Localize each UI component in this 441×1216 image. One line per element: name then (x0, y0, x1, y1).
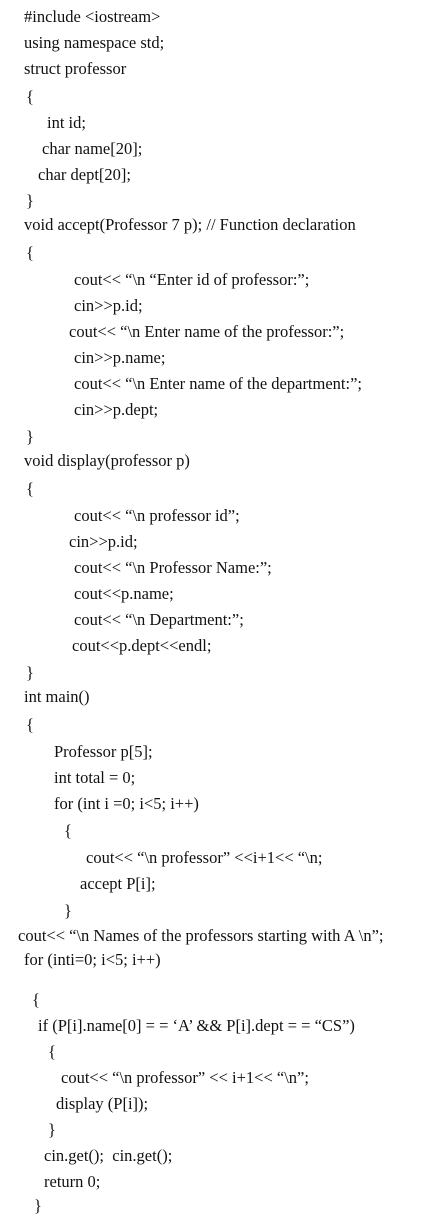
code-line: void display(professor p) (24, 451, 190, 470)
code-line: cin>>p.id; (69, 532, 138, 551)
code-line: cout<< “\n professor id”; (74, 506, 240, 525)
code-line: int total = 0; (54, 768, 136, 787)
code-line: if (P[i].name[0] = = ‘A’ && P[i].dept = = “CS”) (38, 1016, 355, 1035)
code-line: { (26, 87, 34, 106)
code-line: { (26, 479, 34, 498)
code-line: { (32, 990, 40, 1009)
code-line: { (48, 1042, 56, 1061)
code-line: } (26, 663, 34, 682)
code-line: } (26, 427, 34, 446)
code-line: cout<< “\n Enter name of the department:”; (74, 374, 363, 393)
code-line: cout<< “\n professor” <<i+1<< “\n; (86, 848, 323, 867)
code-line: cin>>p.dept; (74, 400, 159, 419)
code-line: cout<< “\n Names of the professors starting with A \n”; (18, 926, 384, 945)
code-line: return 0; (44, 1172, 101, 1191)
code-line: cin>>p.id; (74, 296, 143, 315)
code-line: int id; (47, 113, 86, 132)
code-line: #include <iostream> (24, 7, 161, 26)
code-line: } (48, 1120, 56, 1139)
code-line: for (int i =0; i<5; i++) (54, 794, 199, 813)
code-line: for (inti=0; i<5; i++) (24, 950, 161, 969)
code-line: cout<< “\n “Enter id of professor:”; (74, 270, 310, 289)
code-line: void accept(Professor 7 p); // Function declaration (24, 215, 356, 234)
code-line: cout<< “\n Department:”; (74, 610, 244, 629)
code-line: char name[20]; (42, 139, 143, 158)
code-line: Professor p[5]; (54, 742, 153, 761)
code-line: display (P[i]); (56, 1094, 149, 1113)
code-line: cout<<p.name; (74, 584, 174, 603)
code-line: cin.get(); cin.get(); (44, 1146, 173, 1165)
code-line: } (64, 901, 72, 920)
code-line: cout<< “\n Enter name of the professor:”; (69, 322, 345, 341)
code-line: { (26, 715, 34, 734)
code-line: { (26, 243, 34, 262)
code-line: } (34, 1196, 42, 1215)
code-line: accept P[i]; (80, 874, 156, 893)
code-line: char dept[20]; (38, 165, 131, 184)
code-line: cout<< “\n professor” << i+1<< “\n”; (61, 1068, 309, 1087)
code-line: struct professor (24, 59, 127, 78)
code-line: int main() (24, 687, 90, 706)
code-line: } (26, 191, 34, 210)
code-line: using namespace std; (24, 33, 165, 52)
code-line: cin>>p.name; (74, 348, 166, 367)
code-line: cout<< “\n Professor Name:”; (74, 558, 272, 577)
code-line: { (64, 821, 72, 840)
code-line: cout<<p.dept<<endl; (72, 636, 212, 655)
